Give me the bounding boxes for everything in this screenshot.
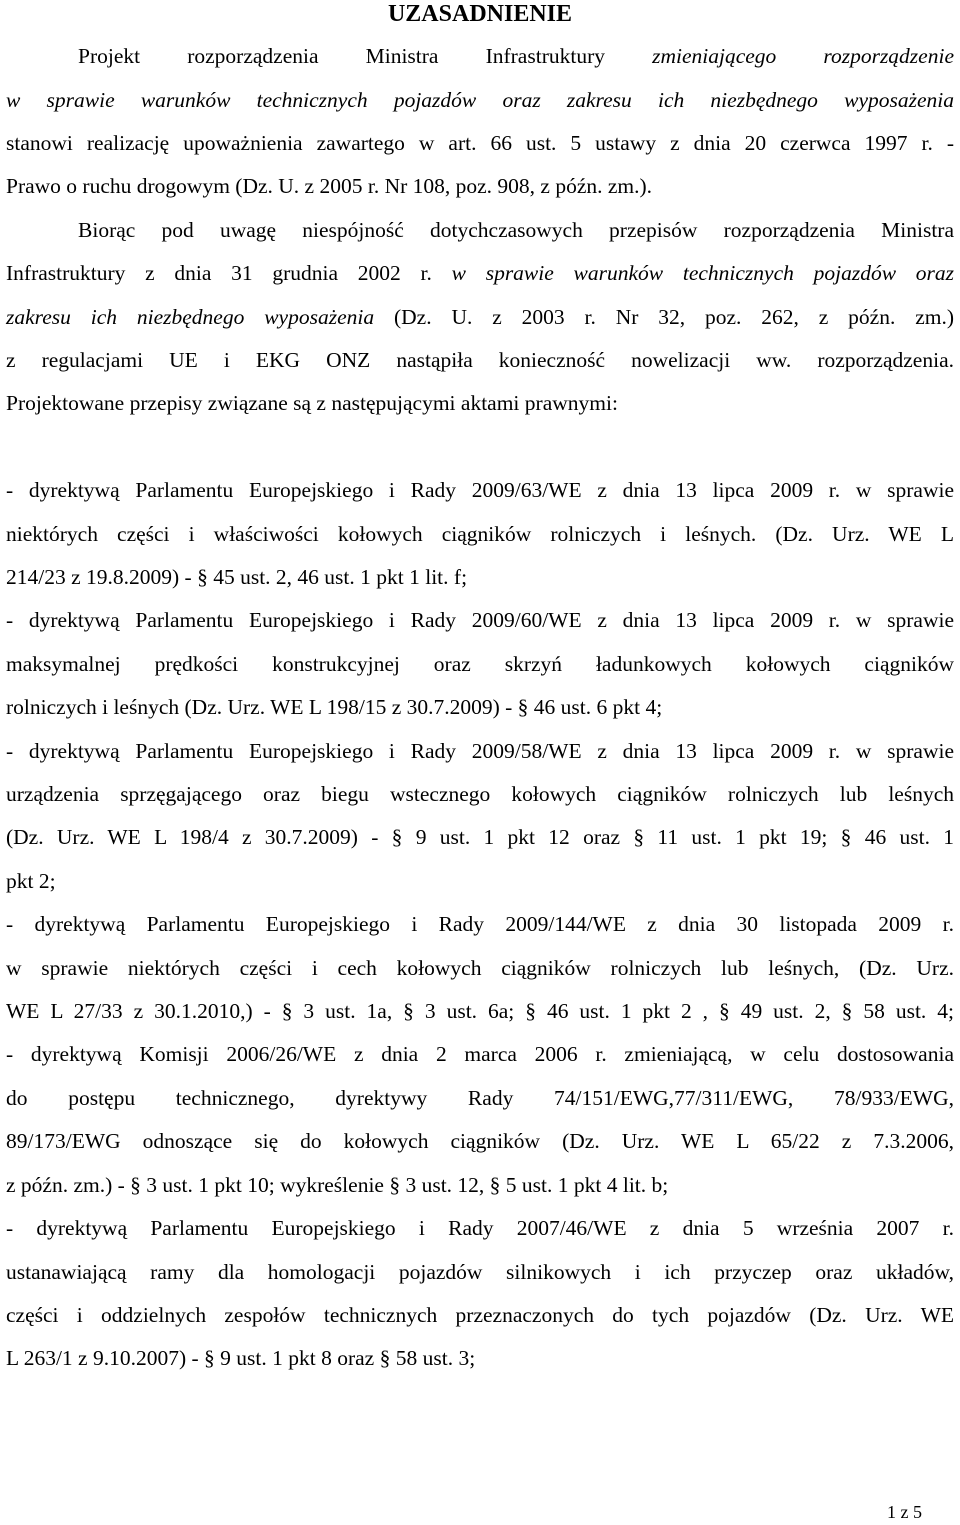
text-line [6,347,954,373]
text-line [6,173,954,199]
text-line [6,1215,954,1241]
page-number: 1 z 5 [887,1502,922,1522]
text-line [6,260,954,286]
text-segment: (Dz. U. z 2003 r. Nr 32, poz. 262, z późn. zm.) [374,305,954,329]
text-line [6,824,954,850]
text-line [6,217,954,243]
text-line [6,304,954,330]
text-segment: w sprawie warunków technicznych pojazdów oraz zakresu ich niezbędnego wyposażenia [6,88,954,112]
text-segment: z regulacjami UE i EKG ONZ nastąpiła konieczność nowelizacji ww. rozporządzenia. [6,348,954,372]
text-line [6,955,954,981]
text-segment: - dyrektywą Parlamentu Europejskiego i Rady 2009/58/WE z dnia 13 lipca 2009 r. w sprawie [6,739,954,763]
text-line [6,694,954,720]
text-line [6,607,954,633]
text-segment: Biorąc pod uwagę niespójność dotychczasowych przepisów rozporządzenia Ministra [78,218,954,242]
text-segment: Prawo o ruchu drogowym (Dz. U. z 2005 r. Nr 108, poz. 908, z późn. zm.). [6,174,653,198]
text-line [6,781,954,807]
text-line [6,564,954,590]
text-line [6,868,954,894]
text-segment: - dyrektywą Parlamentu Europejskiego i Rady 2007/46/WE z dnia 5 września 2007 r. [6,1216,954,1240]
text-line [6,1041,954,1067]
text-line [6,1085,954,1111]
text-line [6,998,954,1024]
text-line [6,1259,954,1285]
text-segment: Projektowane przepisy związane są z następującymi aktami prawnymi: [6,391,618,415]
text-segment: w sprawie niektórych części i cech kołowych ciągników rolniczych lub leśnych, (Dz. Urz. [6,956,954,980]
text-segment: maksymalnej prędkości konstrukcyjnej oraz skrzyń ładunkowych kołowych ciągników [6,652,954,676]
text-segment: niektórych części i właściwości kołowych ciągników rolniczych i leśnych. (Dz. Urz. WE L [6,522,954,546]
text-segment: - dyrektywą Komisji 2006/26/WE z dnia 2 marca 2006 r. zmieniającą, w celu dostosowania [6,1042,954,1066]
text-segment: urządzenia sprzęgającego oraz biegu wstecznego kołowych ciągników rolniczych lub leśnych [6,782,954,806]
text-line [6,1345,954,1371]
text-segment: zakresu ich niezbędnego wyposażenia [6,305,375,329]
text-line [6,1302,954,1328]
text-segment: ustanawiającą ramy dla homologacji pojazdów silnikowych i ich przyczep oraz układów, [6,1260,954,1284]
text-segment: pkt 2; [6,869,56,893]
text-line [6,390,954,416]
text-segment: WE L 27/33 z 30.1.2010,) - § 3 ust. 1a, § 3 ust. 6a; § 46 ust. 1 pkt 2 , § 49 ust. 2, § 58 ust. 4; [6,999,954,1023]
text-segment: - dyrektywą Parlamentu Europejskiego i Rady 2009/144/WE z dnia 30 listopada 2009 r. [6,912,954,936]
text-line [6,1172,954,1198]
text-segment: 89/173/EWG odnoszące się do kołowych ciągników (Dz. Urz. WE L 65/22 z 7.3.2006, [6,1129,954,1153]
text-segment: części i oddzielnych zespołów technicznych przeznaczonych do tych pojazdów (Dz. Urz. WE [6,1303,954,1327]
text-segment: zmieniającego rozporządzenie [652,44,954,68]
text-segment: - dyrektywą Parlamentu Europejskiego i Rady 2009/63/WE z dnia 13 lipca 2009 r. w sprawie [6,478,954,502]
text-segment: stanowi realizację upoważnienia zawartego w art. 66 ust. 5 ustawy z dnia 20 czerwca 1997 r. - [6,131,954,155]
text-segment: w sprawie warunków technicznych pojazdów oraz [451,261,954,285]
text-segment: Projekt rozporządzenia Ministra Infrastruktury [78,44,653,68]
text-segment: 214/23 z 19.8.2009) - § 45 ust. 2, 46 ust. 1 pkt 1 lit. f; [6,565,468,589]
text-line [6,651,954,677]
text-line [6,87,954,113]
text-line [6,43,954,69]
text-segment: z późn. zm.) - § 3 ust. 1 pkt 10; wykreślenie § 3 ust. 12, § 5 ust. 1 pkt 4 lit. b; [6,1173,669,1197]
text-segment: rolniczych i leśnych (Dz. Urz. WE L 198/15 z 30.7.2009) - § 46 ust. 6 pkt 4; [6,695,663,719]
text-line [6,521,954,547]
text-line [6,477,954,503]
text-segment: (Dz. Urz. WE L 198/4 z 30.7.2009) - § 9 ust. 1 pkt 12 oraz § 11 ust. 1 pkt 19; § 46 ust. 1 [6,825,954,849]
text-line [6,1128,954,1154]
text-line [6,911,954,937]
text-line [6,738,954,764]
text-segment: - dyrektywą Parlamentu Europejskiego i Rady 2009/60/WE z dnia 13 lipca 2009 r. w sprawie [6,608,954,632]
text-segment: Infrastruktury z dnia 31 grudnia 2002 r. [6,261,452,285]
text-line [6,130,954,156]
document-title: UZASADNIENIE [387,1,573,27]
text-segment: do postępu technicznego, dyrektywy Rady 74/151/EWG,77/311/EWG, 78/933/EWG, [6,1086,954,1110]
text-segment: L 263/1 z 9.10.2007) - § 9 ust. 1 pkt 8 oraz § 58 ust. 3; [6,1346,476,1370]
